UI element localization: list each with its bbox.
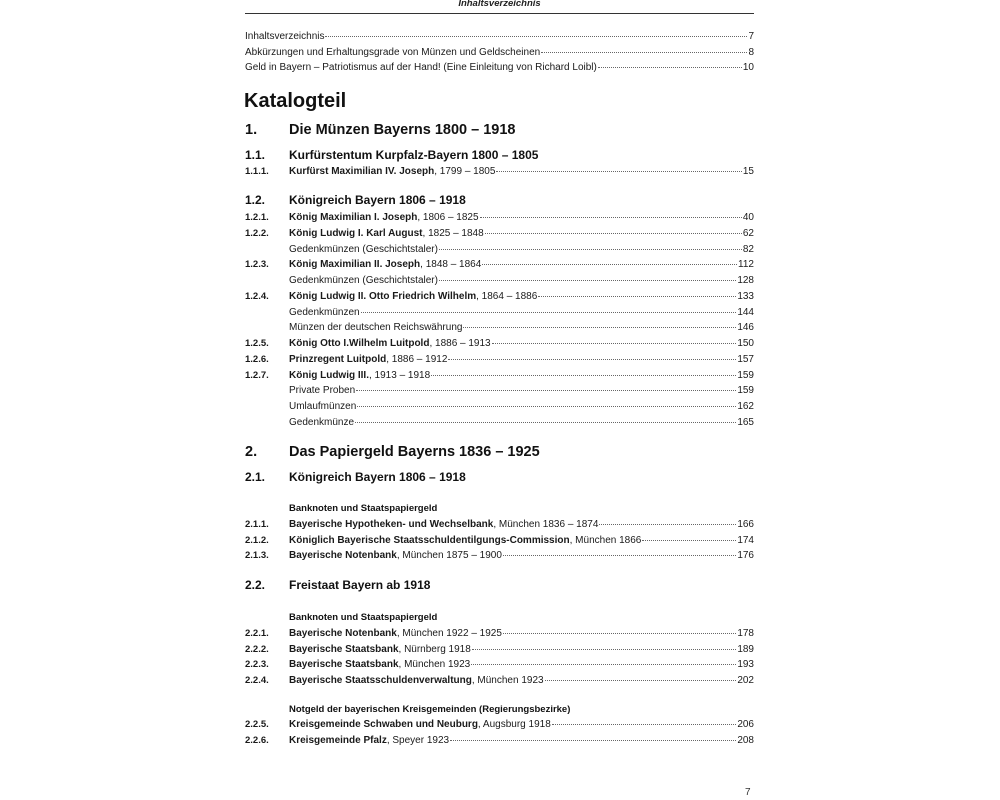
entry-detail: Gedenkmünzen (289, 306, 360, 318)
dot-leader (642, 539, 736, 541)
toc-entry[interactable] (245, 384, 754, 398)
section-title: Königreich Bayern 1806 – 1918 (289, 470, 466, 484)
entry-text (289, 274, 438, 288)
entry-ruler-name: Kreisgemeinde Schwaben und Neuburg (289, 719, 478, 730)
entry-detail: , 1806 – 1825 (417, 212, 479, 223)
section-title: Freistaat Bayern ab 1918 (289, 578, 431, 592)
dot-leader (552, 723, 737, 725)
dot-leader (450, 739, 736, 741)
toc-entry[interactable] (245, 258, 754, 272)
running-head: Inhaltsverzeichnis (458, 0, 541, 9)
entry-number: 1.1.1. (245, 166, 269, 177)
toc-page-number: 150 (737, 338, 754, 349)
dot-leader (439, 279, 736, 281)
entry-ruler-name: Bayerische Staatsschuldenverwaltung (289, 674, 472, 686)
subheading: Notgeld der bayerischen Kreisgemeinden (Regierungsbezirke) (289, 704, 571, 715)
section-title: Königreich Bayern 1806 – 1918 (289, 193, 466, 207)
entry-text (289, 549, 502, 563)
toc-page-number: 15 (742, 166, 754, 177)
toc-page-number: 157 (737, 353, 754, 365)
entry-ruler-name: König Ludwig I. Karl August (289, 227, 423, 239)
entry-ruler-name: Prinzregent Luitpold (289, 353, 387, 365)
entry-number: 2.2.3. (245, 659, 269, 670)
toc-entry[interactable] (245, 416, 754, 430)
entry-number: 1.2.1. (245, 212, 269, 223)
entry-detail: , München 1923 (471, 674, 544, 686)
entry-detail: , Nürnberg 1918 (398, 643, 471, 655)
toc-entry[interactable] (245, 643, 754, 657)
toc-page-number: 40 (742, 212, 754, 223)
entry-text (289, 165, 495, 179)
entry-text (289, 306, 360, 320)
entry-detail: , 1825 – 1848 (422, 227, 484, 239)
entry-text (289, 674, 544, 688)
dot-leader (541, 51, 747, 53)
toc-entry[interactable] (245, 718, 754, 732)
entry-number: 2.2.2. (245, 643, 269, 655)
toc-page-number: 146 (737, 322, 754, 334)
toc-page-number: 166 (737, 519, 754, 530)
entry-detail: Gedenkmünze (289, 416, 355, 428)
entry-detail: , 1848 – 1864 (420, 259, 482, 271)
toc-entry[interactable] (245, 30, 754, 44)
toc-entry[interactable] (245, 211, 754, 225)
entry-detail: , 1886 – 1912 (386, 353, 448, 365)
toc-entry[interactable] (245, 165, 754, 179)
entry-text (289, 337, 491, 351)
toc-entry[interactable] (245, 369, 754, 383)
entry-text (289, 643, 471, 657)
entry-detail: , München 1922 – 1925 (396, 628, 502, 639)
entry-detail: , München 1923 (398, 659, 471, 670)
entry-text (289, 627, 502, 641)
entry-number: 1.2.5. (245, 338, 269, 349)
toc-entry[interactable] (245, 549, 754, 563)
dot-leader (503, 554, 736, 556)
entry-number: 2.2.5. (245, 719, 269, 730)
dot-leader (480, 216, 742, 218)
entry-detail: , München 1836 – 1874 (493, 519, 599, 530)
entry-number: 2.2.6. (245, 735, 269, 746)
section-number: 2.2. (245, 578, 266, 592)
dot-leader (503, 632, 736, 634)
toc-page-number: 128 (737, 275, 754, 286)
entry-text (289, 369, 430, 383)
entry-detail: Gedenkmünzen (Geschichtstaler) (289, 243, 438, 255)
entry-number: 1.2.7. (245, 369, 269, 381)
dot-leader (357, 405, 736, 407)
part-title: Das Papiergeld Bayerns 1836 – 1925 (289, 444, 540, 460)
entry-ruler-name: Bayerische Notenbank (289, 550, 397, 561)
toc-entry[interactable] (245, 518, 754, 532)
entry-text (289, 211, 479, 225)
toc-page-number: 82 (742, 243, 754, 255)
part-number: 2. (245, 444, 258, 460)
katalog-title: Katalogteil (244, 90, 347, 112)
toc-page-number: 174 (737, 534, 754, 546)
entry-detail: Münzen der deutschen Reichswährung (289, 322, 463, 334)
dot-leader (598, 66, 742, 68)
toc-page-number: 189 (737, 643, 754, 655)
toc-page-number: 178 (737, 628, 754, 639)
entry-number: 2.1.1. (245, 519, 269, 530)
part-heading (245, 122, 515, 138)
entry-detail: Gedenkmünzen (Geschichtstaler) (289, 275, 438, 286)
toc-entry[interactable] (245, 534, 754, 548)
subheading: Banknoten und Staatspapiergeld (289, 612, 438, 623)
entry-text (289, 227, 484, 241)
dot-leader (355, 421, 736, 423)
dot-leader (485, 232, 742, 234)
toc-entry[interactable] (245, 61, 754, 75)
entry-text (289, 258, 481, 272)
dot-leader (448, 358, 736, 360)
toc-page-number: 8 (748, 47, 754, 58)
toc-entry[interactable] (245, 400, 754, 414)
header-rule (245, 13, 754, 14)
entry-ruler-name: Königlich Bayerische Staatsschuldentilgungs-Commission (289, 534, 570, 546)
toc-entry[interactable] (245, 353, 754, 367)
toc-page-number: 193 (737, 659, 754, 670)
page-number: 7 (745, 787, 751, 798)
section-number: 1.2. (245, 193, 266, 207)
dot-leader (463, 326, 736, 328)
dot-leader (538, 295, 736, 297)
section-heading (245, 470, 466, 484)
entry-number: 1.2.3. (245, 259, 269, 271)
entry-detail: , Augsburg 1918 (477, 719, 551, 730)
dot-leader (439, 248, 742, 250)
toc-entry[interactable] (245, 243, 754, 257)
entry-ruler-name: König Maximilian I. Joseph (289, 212, 418, 223)
toc-entry[interactable] (245, 321, 754, 335)
entry-text (289, 400, 356, 414)
entry-text (289, 243, 438, 257)
section-title: Kurfürstentum Kurpfalz-Bayern 1800 – 1805 (289, 148, 539, 162)
entry-detail: , München 1875 – 1900 (396, 550, 502, 561)
entry-ruler-name: König Ludwig II. Otto Friedrich Wilhelm (289, 290, 477, 302)
entry-text (289, 658, 470, 672)
entry-detail: , 1864 – 1886 (476, 290, 538, 302)
dot-leader (472, 648, 737, 650)
part-number: 1. (245, 122, 258, 138)
entry-number: 1.2.6. (245, 353, 269, 365)
entry-text (289, 290, 537, 304)
entry-detail: , Speyer 1923 (386, 735, 450, 746)
toc-entry[interactable] (245, 734, 754, 748)
toc-entry-text: Abkürzungen und Erhaltungsgrade von Münzen und Geldscheinen (245, 47, 541, 58)
dot-leader (496, 170, 741, 172)
toc-page-number: 62 (742, 227, 754, 239)
entry-number: 2.2.4. (245, 674, 269, 686)
toc-entry[interactable] (245, 227, 754, 241)
subheading: Banknoten und Staatspapiergeld (289, 503, 438, 514)
entry-text (289, 353, 447, 367)
section-heading (245, 578, 430, 592)
section-number: 2.1. (245, 470, 266, 484)
entry-ruler-name: Bayerische Notenbank (289, 628, 397, 639)
toc-page-number: 10 (742, 62, 754, 73)
toc-entry[interactable] (245, 274, 754, 288)
toc-entry-text: Geld in Bayern – Patriotismus auf der Hand! (Eine Einleitung von Richard Loibl) (245, 62, 597, 73)
toc-entry[interactable] (245, 46, 754, 60)
dot-leader (545, 679, 737, 681)
dot-leader (492, 342, 737, 344)
toc-entry[interactable] (245, 627, 754, 641)
toc-entry[interactable] (245, 306, 754, 320)
section-heading (245, 193, 466, 207)
entry-text (289, 518, 598, 532)
entry-detail: Umlaufmünzen (289, 401, 357, 412)
toc-page-number: 159 (737, 369, 754, 381)
toc-page-number: 133 (737, 290, 754, 302)
entry-detail: , 1913 – 1918 (369, 369, 431, 381)
dot-leader (325, 35, 747, 37)
dot-leader (599, 523, 736, 525)
dot-leader (471, 663, 736, 665)
toc-page-number: 176 (737, 550, 754, 561)
dot-leader (482, 263, 737, 265)
entry-detail: , München 1866 (569, 534, 642, 546)
entry-ruler-name: Bayerische Staatsbank (289, 643, 399, 655)
toc-entry[interactable] (245, 337, 754, 351)
entry-text (289, 321, 462, 335)
dot-leader (431, 374, 736, 376)
toc-entry-text: Inhaltsverzeichnis (245, 31, 325, 42)
section-number: 1.1. (245, 148, 266, 162)
dot-leader (361, 311, 737, 313)
entry-number: 2.1.2. (245, 534, 269, 546)
toc-entry[interactable] (245, 674, 754, 688)
entry-number: 2.2.1. (245, 628, 269, 639)
part-title: Die Münzen Bayerns 1800 – 1918 (289, 122, 516, 138)
toc-page-number: 202 (737, 674, 754, 686)
entry-ruler-name: König Maximilian II. Joseph (289, 259, 421, 271)
entry-ruler-name: Bayerische Staatsbank (289, 659, 399, 670)
entry-detail: , 1799 – 1805 (434, 166, 496, 177)
toc-page-number: 165 (737, 416, 754, 428)
entry-detail: , 1886 – 1913 (429, 338, 491, 349)
toc-page-number: 144 (737, 306, 754, 318)
entry-detail: Private Proben (289, 385, 356, 397)
entry-ruler-name: Kreisgemeinde Pfalz (289, 735, 387, 746)
toc-page-number: 159 (737, 385, 754, 397)
entry-ruler-name: König Otto I.Wilhelm Luitpold (289, 338, 430, 349)
entry-number: 1.2.4. (245, 290, 269, 302)
toc-page-number: 206 (737, 719, 754, 730)
entry-number: 2.1.3. (245, 550, 269, 561)
entry-text (289, 734, 449, 748)
section-heading (245, 148, 538, 162)
toc-page-number: 162 (737, 401, 754, 412)
toc-page-number: 112 (738, 259, 754, 271)
entry-text (289, 384, 355, 398)
entry-text (289, 416, 354, 430)
entry-text (289, 718, 551, 732)
toc-entry[interactable] (245, 658, 754, 672)
toc-page-number: 208 (737, 735, 754, 746)
toc-entry[interactable] (245, 290, 754, 304)
toc-page-number: 7 (748, 31, 754, 42)
part-heading (245, 444, 540, 460)
entry-ruler-name: König Ludwig III. (289, 369, 369, 381)
entry-text (289, 534, 641, 548)
dot-leader (356, 389, 736, 391)
entry-ruler-name: Kurfürst Maximilian IV. Joseph (289, 166, 435, 177)
entry-number: 1.2.2. (245, 227, 269, 239)
entry-ruler-name: Bayerische Hypotheken- und Wechselbank (289, 519, 494, 530)
